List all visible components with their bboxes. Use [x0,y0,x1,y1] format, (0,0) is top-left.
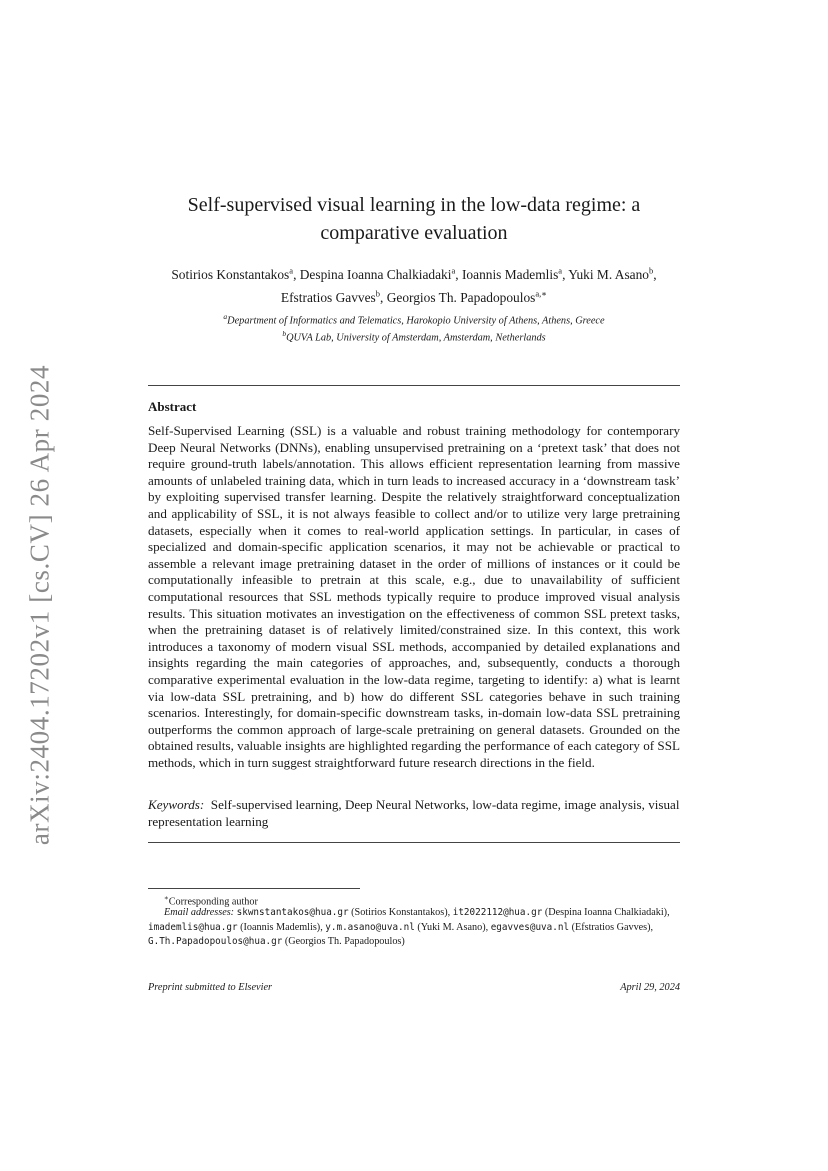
email-separator: , [650,921,654,933]
affiliation [148,310,680,327]
email-owner: (Georgios Th. Papadopoulos) [284,936,405,948]
author-affiliation-mark: a [558,266,563,276]
author-name: Sotirios Konstantakos [171,267,290,283]
author-affiliation-mark: a [289,266,294,276]
preprint-note: Preprint submitted to Elsevier [148,982,273,993]
abstract-bottom-rule [148,842,680,843]
arxiv-side-stamp [20,360,60,850]
email-address[interactable]: imademlis@hua.gr [148,921,238,933]
author [281,290,387,305]
author-separator: , [562,267,569,283]
email-address[interactable]: skwnstantakos@hua.gr [236,907,349,918]
author-name: Efstratios Gavves [280,289,376,305]
paper-title: Self-supervised visual learning in the low-data regime: a comparative evaluation [187,194,641,244]
author-name: Yuki M. Asano [568,267,650,283]
affiliation-mark: b [282,329,287,339]
email-address[interactable]: G.Th.Papadopoulos@hua.gr [148,936,283,948]
author-separator: , [653,267,657,283]
email-address[interactable]: y.m.asano@uva.nl [325,921,415,933]
affiliation-text: QUVA Lab, University of Amsterdam, Amsterdam, Netherlands [286,332,546,344]
author-list [148,262,680,307]
author-separator: , [293,267,300,283]
affiliation [148,327,680,344]
author-affiliation-mark: b [649,266,654,276]
author-separator: , [455,267,462,283]
author-name: Despina Ioanna Chalkiadaki [299,267,452,283]
author [462,267,568,282]
author [387,290,547,305]
footnote-rule [148,888,360,889]
author-name: Ioannis Mademlis [461,267,559,283]
keywords-text: Self-supervised learning, Deep Neural Networks, low-data regime, image analysis, visual representation learning [148,797,680,829]
email-separator: , [447,907,453,918]
arxiv-identifier: arXiv:2404.17202v1 [cs.CV] 26 Apr 2024 [24,364,55,846]
affiliation-text: Department of Informatics and Telematics, Harokopio University of Athens, Athens, Greece [227,315,605,327]
author-name: Georgios Th. Papadopoulos [386,289,536,305]
email-separator: , [667,907,670,918]
affiliation-list [148,310,680,345]
email-owner: (Ioannis Mademlis) [240,921,321,933]
affiliation-mark: a [223,312,228,321]
author [568,267,656,282]
email-footnote [148,906,680,950]
keywords-label: Keywords: [148,797,205,812]
author-affiliation-mark: b [375,288,380,299]
email-separator: , [320,921,326,933]
email-address[interactable]: it2022112@hua.gr [452,907,543,918]
corresponding-author-text: Corresponding author [168,896,258,908]
submission-date: April 29, 2024 [620,982,680,993]
email-address[interactable]: egavves@uva.nl [490,921,570,933]
abstract-top-rule [148,385,680,386]
email-owner: (Despina Ioanna Chalkiadaki) [544,907,668,918]
keywords [148,797,680,830]
email-owner: (Yuki M. Asano) [417,921,486,933]
author-affiliation-mark: a,∗ [535,288,548,299]
email-owner: (Sotirios Konstantakos) [351,907,448,918]
author [300,267,462,282]
author-separator: , [380,289,387,305]
email-owner: (Efstratios Gavves) [571,921,651,933]
email-label: Email addresses: [164,907,235,918]
author [171,267,299,282]
abstract-heading: Abstract [148,399,197,414]
email-separator: , [485,921,491,933]
abstract-body: Self-Supervised Learning (SSL) is a valuable and robust training methodology for contemporary Deep Neural Networks (DNNs), enabling unsupervised pretraining on a ‘pretext task’ that does not require ground-truth labels/annotation. This allows efficient representation learning from massive amounts of unlabeled training data, which in turn leads to increased accuracy in a ‘downstream task’ by exploiting supervised transfer learning. Despite the relatively straightforward conceptualization and applicability of SSL, it is not always feasible to collect and/or to utilize very large pretraining datasets, especially when it comes to real-world application settings. In particular, in cases of specialized and domain-specific application scenarios, it may not be achievable or practical to assemble a relevant image pretraining dataset in the order of millions of instances or it could be computationally infeasible to pretrain at this scale, e.g., due to unavailability of sufficient computational resources that SSL methods typically require to produce improved visual analysis results. This situation motivates an investigation on the effectiveness of common SSL pretext tasks, when the pretraining dataset is of relatively limited/constrained size. In this context, this work introduces a taxonomy of modern visual SSL methods, accompanied by detailed explanations and insights regarding the main categories of approaches, and, subsequently, conducts a thorough comparative experimental evaluation in the low-data regime, targeting to identify: a) what is learnt via low-data SSL pretraining, and b) how do different SSL categories behave in such training scenarios. Interestingly, for domain-specific downstream tasks, in-domain low-data SSL pretraining outperforms the common approach of large-scale pretraining on general datasets. Grounded on the obtained results, valuable insights are highlighted regarding the performance of each category of SSL methods, which in turn suggest straightforward future research directions in the field. [148,423,680,770]
author-affiliation-mark: a [451,266,456,276]
footnote-mark: ∗ [164,894,169,902]
